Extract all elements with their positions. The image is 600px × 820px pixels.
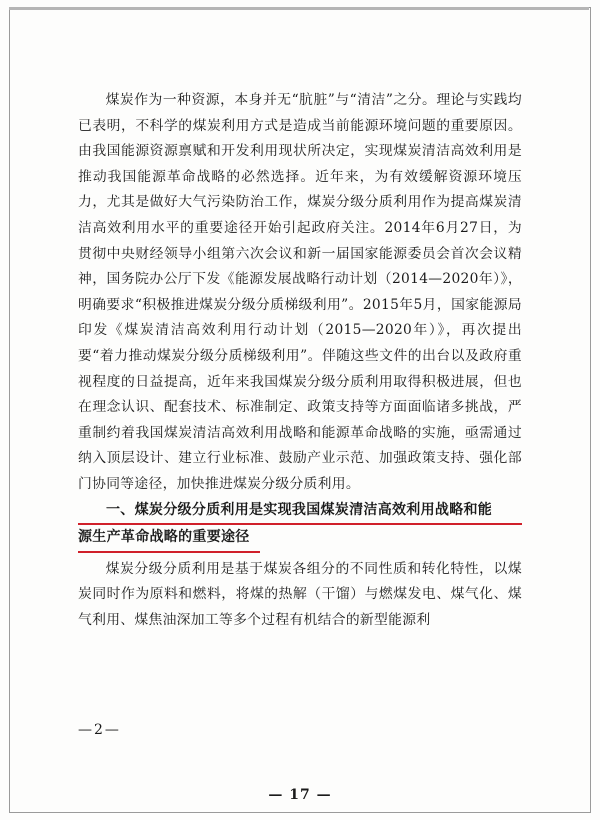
page-number: — 17 —: [268, 787, 332, 803]
document-body: [78, 88, 522, 633]
top-edge-shadow: [9, 7, 589, 10]
paragraph-definition: 煤炭分级分质利用是基于煤炭各组分的不同性质和转化特性，以煤炭同时作为原料和燃料，将煤的热解（干馏）与燃煤发电、煤气化、煤气利用、煤焦油深加工等多个过程有机结合的新型能源利: [78, 560, 522, 628]
section-heading-line-1: 一、煤炭分级分质利用是实现我国煤炭清洁高效利用战略和能: [78, 498, 522, 526]
section-heading-line-2: 源生产革命战略的重要途径: [78, 525, 260, 553]
paragraph-intro: 煤炭作为一种资源，本身并无“肮脏”与“清洁”之分。理论与实践均已表明，不科学的煤炭利用方式是造成当前能源环境问题的重要原因。由我国能源资源禀赋和开发利用现状所决定，实现煤炭清洁高效利用是推动我国能源革命战略的必然选择。近年来，为有效缓解资源环境压力，尤其是做好大气污染防治工作，煤炭分级分质利用作为提高煤炭清洁高效利用水平的重要途径开始引起政府关注。2014年6月27日，为贯彻中央财经领导小组第六次会议和新一届国家能源委员会首次会议精神，国务院办公厅下发《能源发展战略行动计划（2014—2020年）》，明确要求“积极推进煤炭分级分质梯级利用”。2015年5月，国家能源局印发《煤炭清洁高效利用行动计划（2015—2020年）》，再次提出要“着力推动煤炭分级分质梯级利用”。伴随这些文件的出台以及政府重视程度的日益提高，近年来我国煤炭分级分质利用取得积极进展，但也在理念认识、配套技术、标准制定、政策支持等方面面临诸多挑战，严重制约着我国煤炭清洁高效利用战略和能源革命战略的实施，亟需通过纳入顶层设计、建立行业标准、鼓励产业示范、加强政策支持、强化部门协同等途径，加快推进煤炭分级分质利用。: [78, 92, 522, 492]
section-heading: [78, 498, 522, 553]
inner-page-number: —2—: [78, 722, 121, 738]
